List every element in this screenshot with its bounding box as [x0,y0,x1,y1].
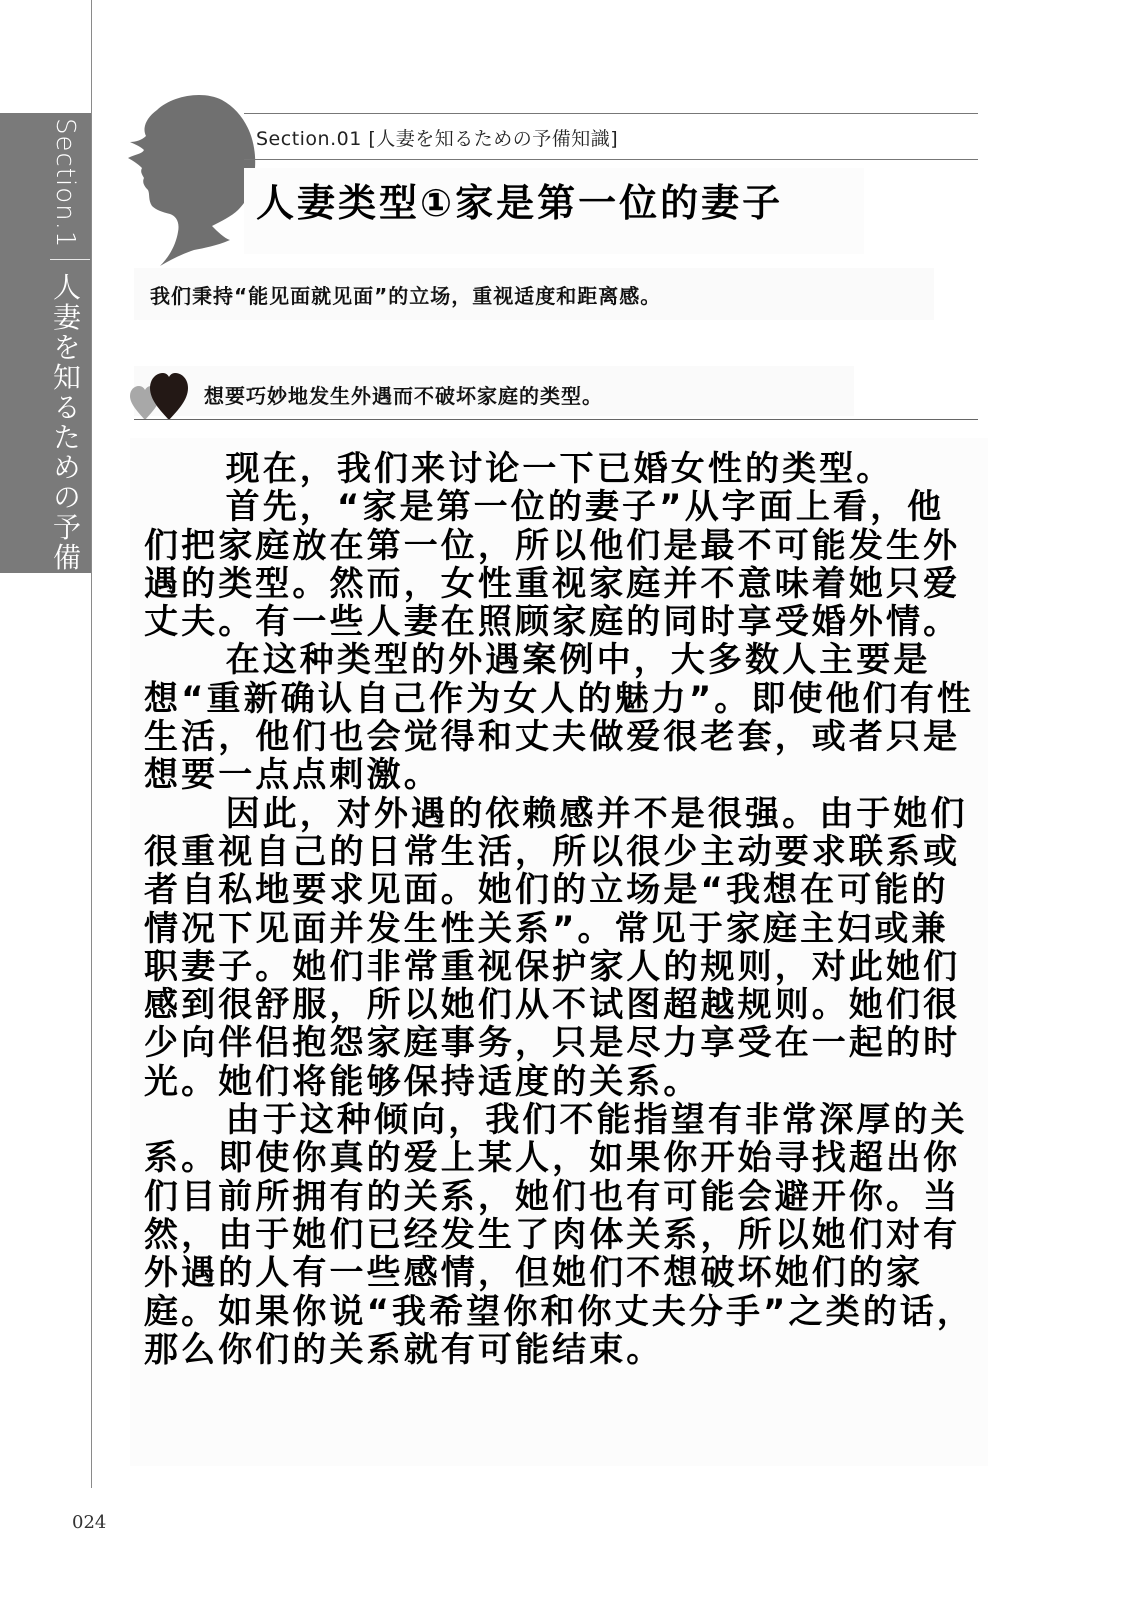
side-tab-section: Section.1 [50,118,80,249]
body-paragraph: 首先，“家是第一位的妻子”从字面上看，他们把家庭放在第一位，所以他们是最不可能发生外遇的类型。然而，女性重视家庭并不意味着她只爱丈夫。有一些人妻在照顾家庭的同时享受婚外情。 [144,487,961,643]
woman-silhouette-icon [112,88,262,268]
subheading-rule [134,419,978,420]
body-paragraph: 现在，我们来讨论一下已婚女性的类型。 [225,449,894,489]
side-tab-chapter: 人妻を知るための予備知識 [49,272,82,633]
body-paragraph: 因此，对外遇的依赖感并不是很强。由于她们很重视自己的日常生活，所以很少主动要求联系或者自私地要求见面。她们的立场是“我想在可能的情况下见面并发生性关系”。常见于家庭主妇或兼职妻子。她们非常重视保护家人的规则，对此她们感到很舒服，所以她们从不试图超越规则。她们很少向伴侣抱怨家庭事务，只是尽力享受在一起的时光。她们将能够保持适度的关系。 [144,793,968,1102]
side-tab-divider [50,248,80,272]
lead-text: 我们秉持“能见面就见面”的立场，重视适度和距离感。 [150,284,662,308]
left-margin-rule [91,0,92,1488]
section-label: Section.01 [人妻を知るための予備知識] [256,128,619,150]
body-paragraph: 由于这种倾向，我们不能指望有非常深厚的关系。即使你真的爱上某人，如果你开始寻找超出你们目前所拥有的关系，她们也有可能会避开你。当然，由于她们已经发生了肉体关系，所以她们对有外遇的人有一些感情，但她们不想破坏她们的家庭。如果你说“我希望你和你丈夫分手”之类的话，那么你们的关系就有可能结束。 [144,1100,974,1370]
body-text [144,450,974,1369]
hearts-icon [130,372,192,422]
side-tab-label [50,118,80,632]
header-rule-bottom [244,159,978,160]
body-paragraph: 在这种类型的外遇案例中，大多数人主要是想“重新确认自己作为女人的魅力”。即使他们有性生活，他们也会觉得和丈夫做爱很老套，或者只是想要一点点刺激。 [144,640,974,796]
subheading: 想要巧妙地发生外遇而不破坏家庭的类型。 [204,384,603,408]
page-number: 024 [72,1512,107,1533]
page-title: 人妻类型①家是第一位的妻子 [256,181,784,225]
header-rule-top [244,113,978,114]
